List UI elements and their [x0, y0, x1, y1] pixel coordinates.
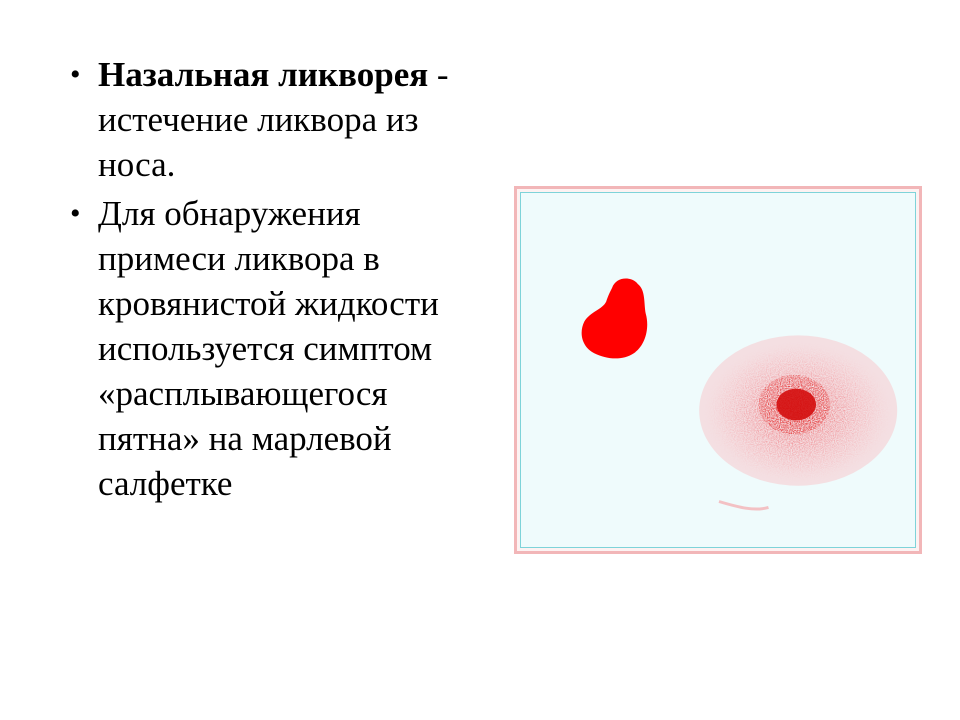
halo-trail: [719, 502, 768, 510]
gauze-stain-figure: [514, 186, 922, 554]
bullet-term: Назальная ликворея: [98, 55, 429, 94]
gauze-background: [520, 192, 916, 548]
blood-core-center: [776, 389, 816, 421]
spreading-spot: [699, 335, 897, 509]
bullet-marker: •: [70, 197, 81, 230]
blood-spot-shape: [582, 278, 648, 358]
bullet-text: Для обнаружения примеси ликвора в кровянистой жидкости используется симптом «расплывающегося пятна» на марлевой салфетке: [98, 194, 439, 503]
stain-illustration: [521, 193, 915, 547]
bullet-list: [70, 52, 470, 506]
bullet-marker: •: [70, 58, 81, 91]
bullet-nasal-liquorrhea: [70, 52, 470, 187]
bullet-spreading-spot-symptom: [70, 191, 470, 506]
bullet-definition: истечение ликвора из носа.: [98, 100, 419, 184]
blood-spot: [582, 278, 648, 358]
bullet-term-separator: -: [428, 55, 449, 94]
